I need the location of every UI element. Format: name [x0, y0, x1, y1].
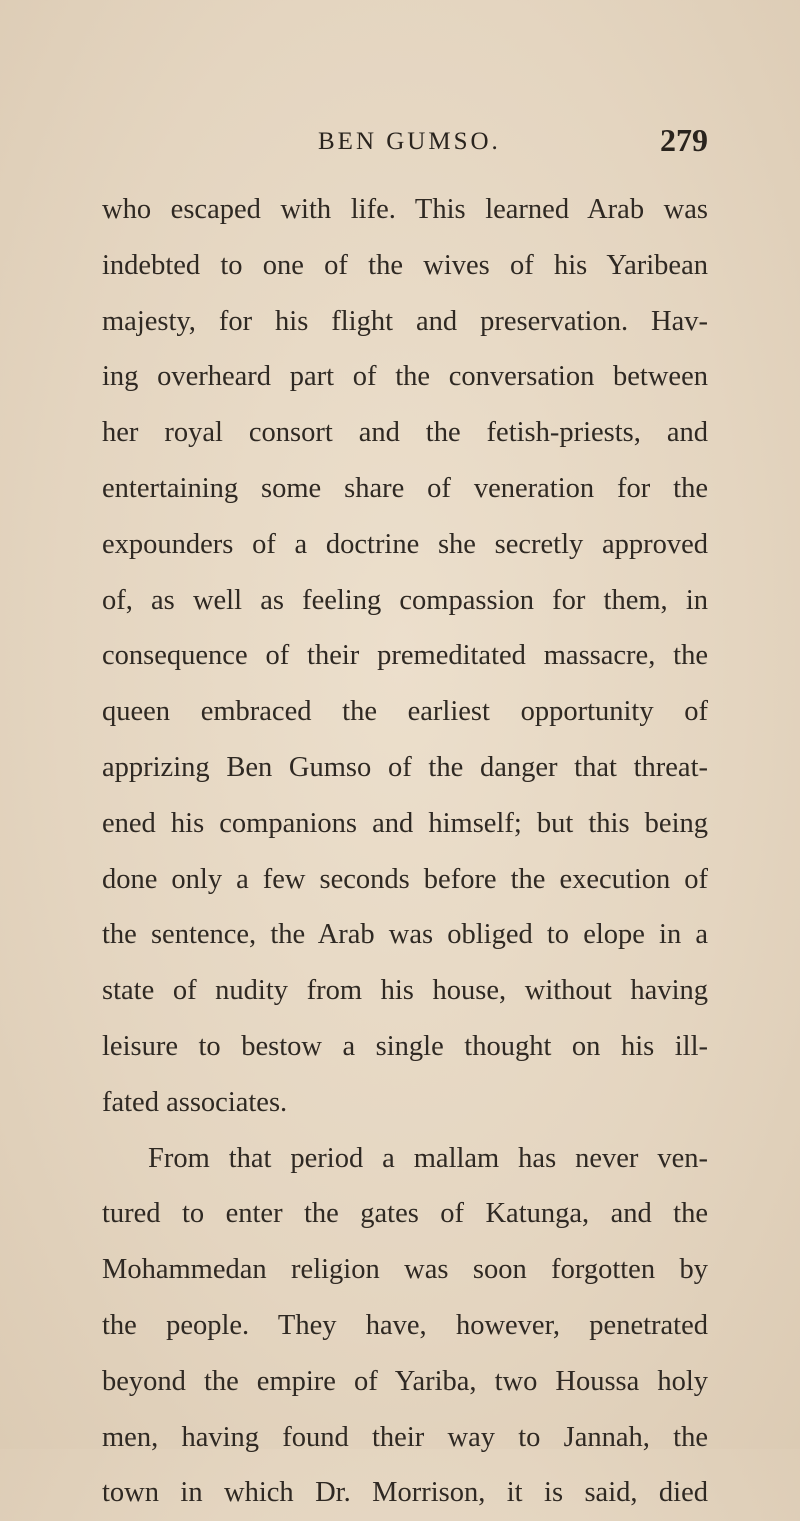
text-line: expounders of a doctrine she secretly approved	[102, 528, 708, 560]
text-line: consequence of their premeditated massacre, the	[102, 640, 708, 672]
text-line: leisure to bestow a single thought on his ill-	[102, 1030, 708, 1062]
text-line: ened his companions and himself; but this being	[102, 807, 708, 839]
text-line-paragraph-start: From that period a mallam has never ven-	[148, 1142, 708, 1174]
text-line: of, as well as feeling compassion for them, in	[102, 584, 708, 616]
text-line: tured to enter the gates of Katunga, and the	[102, 1198, 708, 1230]
text-line: state of nudity from his house, without having	[102, 975, 708, 1007]
text-line: majesty, for his flight and preservation. Hav-	[102, 305, 708, 337]
text-line: ing overheard part of the conversation between	[102, 361, 708, 393]
text-line: men, having found their way to Jannah, the	[102, 1421, 708, 1453]
text-line: town in which Dr. Morrison, it is said, died	[102, 1477, 708, 1509]
text-line: done only a few seconds before the execution of	[102, 863, 708, 895]
body-text	[102, 182, 708, 1521]
text-line: entertaining some share of veneration for the	[102, 472, 708, 504]
text-line: indebted to one of the wives of his Yaribean	[102, 249, 708, 281]
text-line: the sentence, the Arab was obliged to elope in a	[102, 919, 708, 951]
page-number: 279	[660, 122, 708, 158]
text-line: queen embraced the earliest opportunity of	[102, 696, 708, 728]
text-line: beyond the empire of Yariba, two Houssa holy	[102, 1365, 708, 1397]
text-line: who escaped with life. This learned Arab was	[102, 194, 708, 225]
text-line: her royal consort and the fetish-priests, and	[102, 417, 708, 449]
running-head	[96, 122, 708, 168]
text-line: Mohammedan religion was soon forgotten by	[102, 1254, 708, 1286]
running-title: BEN GUMSO.	[318, 128, 501, 155]
text-line: apprizing Ben Gumso of the danger that threat-	[102, 751, 708, 783]
text-line-paragraph-end: fated associates.	[102, 1086, 288, 1118]
text-line: the people. They have, however, penetrated	[102, 1309, 708, 1341]
